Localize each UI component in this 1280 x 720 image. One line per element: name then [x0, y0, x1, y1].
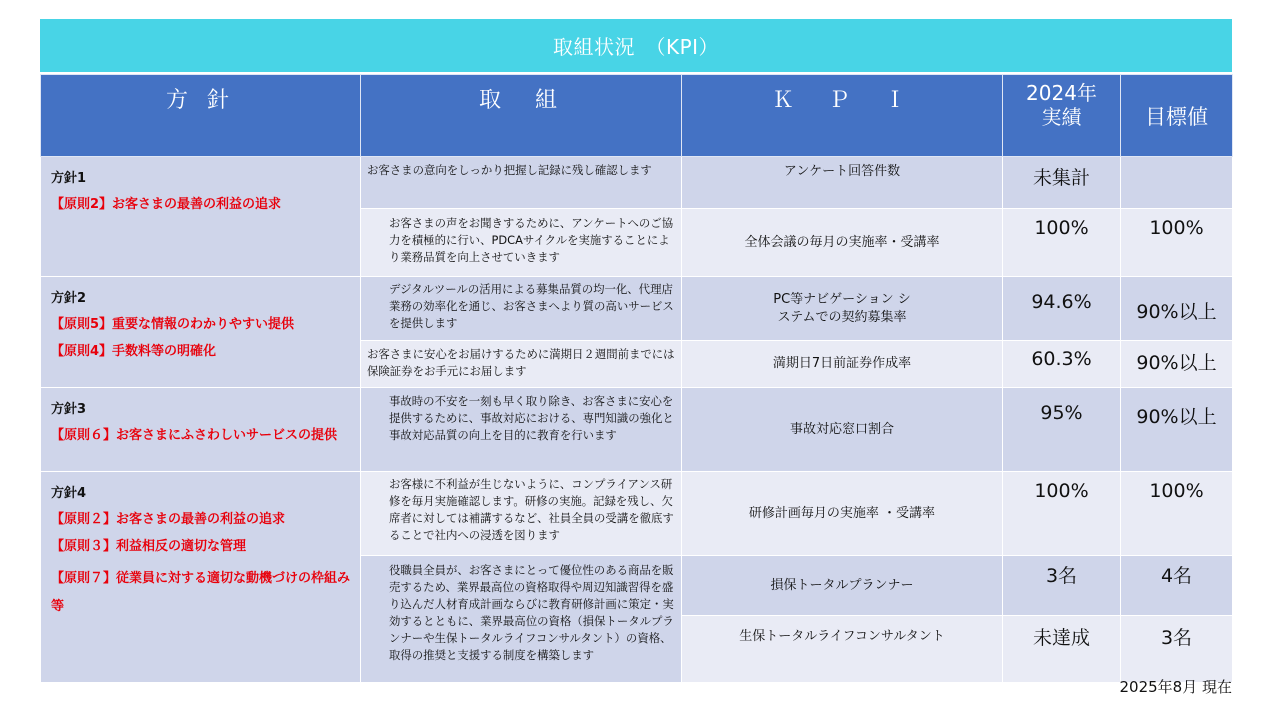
actual-value: 60.3%: [1031, 348, 1092, 370]
effort-text: 役職員全員が、お客さまにとって優位性のある商品を販売するため、業界最高位の資格取得や周辺知識習得を盛り込んだ人材育成計画ならびに教育研修計画に策定・実効するとともに、業界最高位の資格（損保トータルプランナーや生保トータルライフコンサルタント）の資格、取得の推奨と支援する制度を構築します: [389, 563, 674, 662]
target-value: 90%以上: [1136, 352, 1217, 374]
effort-text: 事故時の不安を一刻も早く取り除き、お客さまに安心を提供するために、事故対応における、専門知識の強化と事故対応品質の向上を目的に教育を行います: [389, 394, 674, 442]
target-value: 100%: [1149, 480, 1204, 502]
effort-text: お客さまに安心をお届けするために満期日２週間前までには保険証券をお手元にお届します: [367, 347, 675, 378]
table-row: [41, 472, 1233, 556]
effort-text: お客様に不利益が生じないように、コンプライアンス研修を毎月実施確認します。研修の実施。記録を残し、欠席者に対しては補講するなど、社員全員の受講を徹底することで社内への浸透を図ります: [389, 477, 674, 542]
policy-cell-2: 方針2 【原則5】重要な情報のわかりやすい提供 【原則4】手数料等の明確化: [41, 277, 361, 388]
header-kpi: Ｋ Ｐ Ｉ: [682, 75, 1003, 157]
target-value: 90%以上: [1136, 301, 1217, 323]
target-value: 4名: [1160, 565, 1193, 587]
target-value: 3名: [1160, 627, 1193, 649]
actual-value: 95%: [1040, 402, 1083, 424]
table-row: [41, 277, 1233, 341]
page-title: 取組状況 （KPI）: [40, 19, 1232, 72]
actual-value: 100%: [1034, 480, 1089, 502]
table-row: [41, 388, 1233, 472]
kpi-name: 事故対応窓口割合: [789, 421, 894, 437]
target-value: 100%: [1149, 217, 1204, 239]
kpi-name: 損保トータルプランナー: [770, 577, 914, 593]
effort-text: お客さまの意向をしっかり把握し記録に残し確認します: [367, 163, 652, 177]
header-actual-2024: 2024年 実績: [1003, 75, 1121, 157]
effort-text: お客さまの声をお聞きするために、アンケートへのご協力を積極的に行い、PDCAサイクルを実施することにより業務品質を向上させていきます: [389, 216, 674, 264]
target-value: 90%以上: [1136, 406, 1217, 428]
target-value: [1121, 157, 1232, 163]
table-header-row: [41, 75, 1233, 157]
actual-value: 3名: [1045, 565, 1078, 587]
kpi-table: [40, 74, 1233, 683]
actual-value: 未達成: [1032, 627, 1090, 649]
kpi-name: 研修計画毎月の実施率 ・受講率: [748, 505, 936, 521]
policy-cell-1: 方針1 【原則2】お客さまの最善の利益の追求: [41, 157, 361, 277]
header-effort: 取 組: [361, 75, 682, 157]
kpi-name: 満期日7日前証券作成率: [772, 356, 912, 371]
as-of-date: 2025年8月 現在: [1119, 678, 1232, 696]
kpi-name: アンケート回答件数: [783, 164, 901, 179]
header-policy: 方 針: [41, 75, 361, 157]
policy-cell-3: 方針3 【原則６】お客さまにふさわしいサービスの提供: [41, 388, 361, 472]
kpi-name: 全体会議の毎月の実施率・受講率: [744, 234, 940, 250]
table-row: [41, 157, 1233, 209]
policy-cell-4: 方針4 【原則２】お客さまの最善の利益の追求 【原則３】利益相反の適切な管理 【原則７】従業員に対する適切な動機づけの枠組み等: [41, 472, 361, 683]
kpi-name: PC等ナビゲーション システムでの契約募集率: [773, 291, 911, 325]
effort-text: デジタルツールの活用による募集品質の均一化、代理店業務の効率化を通じ、お客さまへより質の高いサービスを提供します: [389, 282, 674, 330]
header-target: 目標値: [1121, 75, 1233, 157]
actual-value: 100%: [1034, 217, 1089, 239]
actual-value: 未集計: [1032, 167, 1090, 189]
actual-value: 94.6%: [1031, 291, 1092, 313]
kpi-name: 生保トータルライフコンサルタント: [739, 629, 945, 644]
